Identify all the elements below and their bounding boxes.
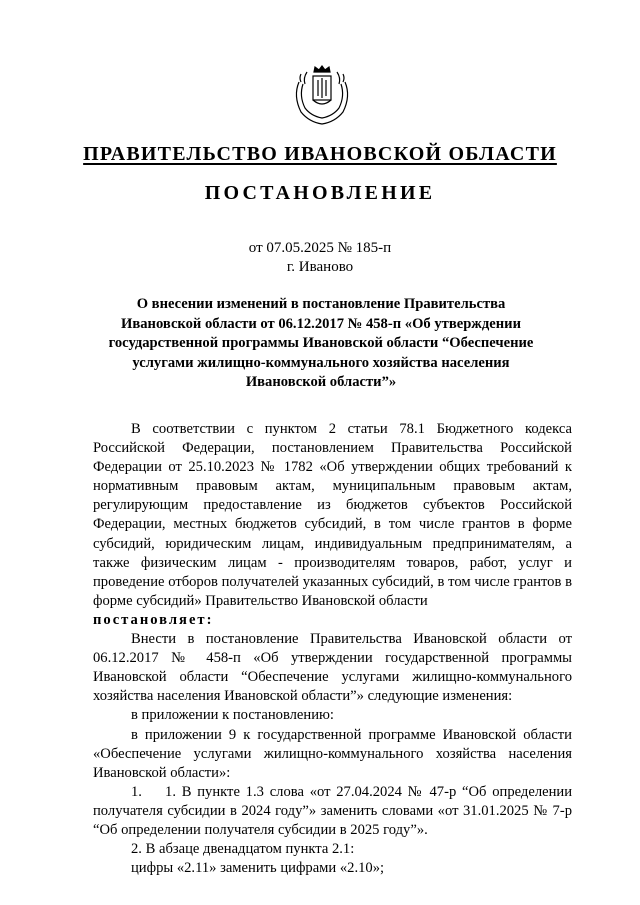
coat-of-arms-emblem [291,60,353,126]
document-meta [0,239,640,277]
city: г. Иваново [286,259,354,275]
item-text: 1. В пункте 1.3 слова «от 27.04.2024 № 47-р “Об определении получателя субсидии в 2024 году”» заменить словами «от 31.01.2025 № 7-р “Об определении получателя субсидии в 2025 году”». [93,783,573,838]
paragraph-appendix: в приложении к постановлению: [131,707,334,724]
decree-word: постановляет: [93,611,214,628]
paragraph-item-2: 2. В абзаце двенадцатом пункта 2.1: [131,841,355,858]
document-type: ПОСТАНОВЛЕНИЕ [204,182,436,204]
date-number: от 07.05.2025 № 185-п [248,240,392,256]
paragraph-item-1 [93,783,572,840]
paragraph-digits: цифры «2.11» заменить цифрами «2.10»; [131,860,385,877]
preamble-paragraph: В соответствии с пунктом 2 статьи 78.1 Бюджетного кодекса Российской Федерации, постановлением Правительства Российской Федерации от 25.10.2023 № 1782 «Об утверждении общих требований к нормативным правовым актам, муниципальным правовым актам, регулирующим предоставление из бюджетов субъектов Российской Федерации, местных бюджетов субсидий, в том числе грантов в форме субсидий, юридическим лицам, индивидуальным предпринимателям, а также физическим лицам - производителям товаров, работ, услуг и проведение отборов получателей указанных субсидий, в том числе грантов в форме субсидий» Правительство Ивановской области [93,421,572,609]
paragraph-appendix-9: в приложении 9 к государственной программе Ивановской области «Обеспечение услугами жилищно-коммунального хозяйства населения Ивановской области»: [93,726,572,781]
document-body [93,420,572,878]
paragraph-amend: Внести в постановление Правительства Ивановской области от 06.12.2017 № 458-п «Об утверждении государственной программы Ивановской области “Обеспечение услугами жилищно-коммунального хозяйства населения Ивановской области”» следующие изменения: [93,631,572,705]
government-title: ПРАВИТЕЛЬСТВО ИВАНОВСКОЙ ОБЛАСТИ [83,143,557,165]
item-number: 1. [131,783,142,800]
document-subject: О внесении изменений в постановление Правительства Ивановской области от 06.12.2017 № 458-п «Об утверждении государственной программы Ивановской области “Обеспечение услугами жилищно-коммунального хозяйства населения Ивановской области”» [108,296,534,390]
